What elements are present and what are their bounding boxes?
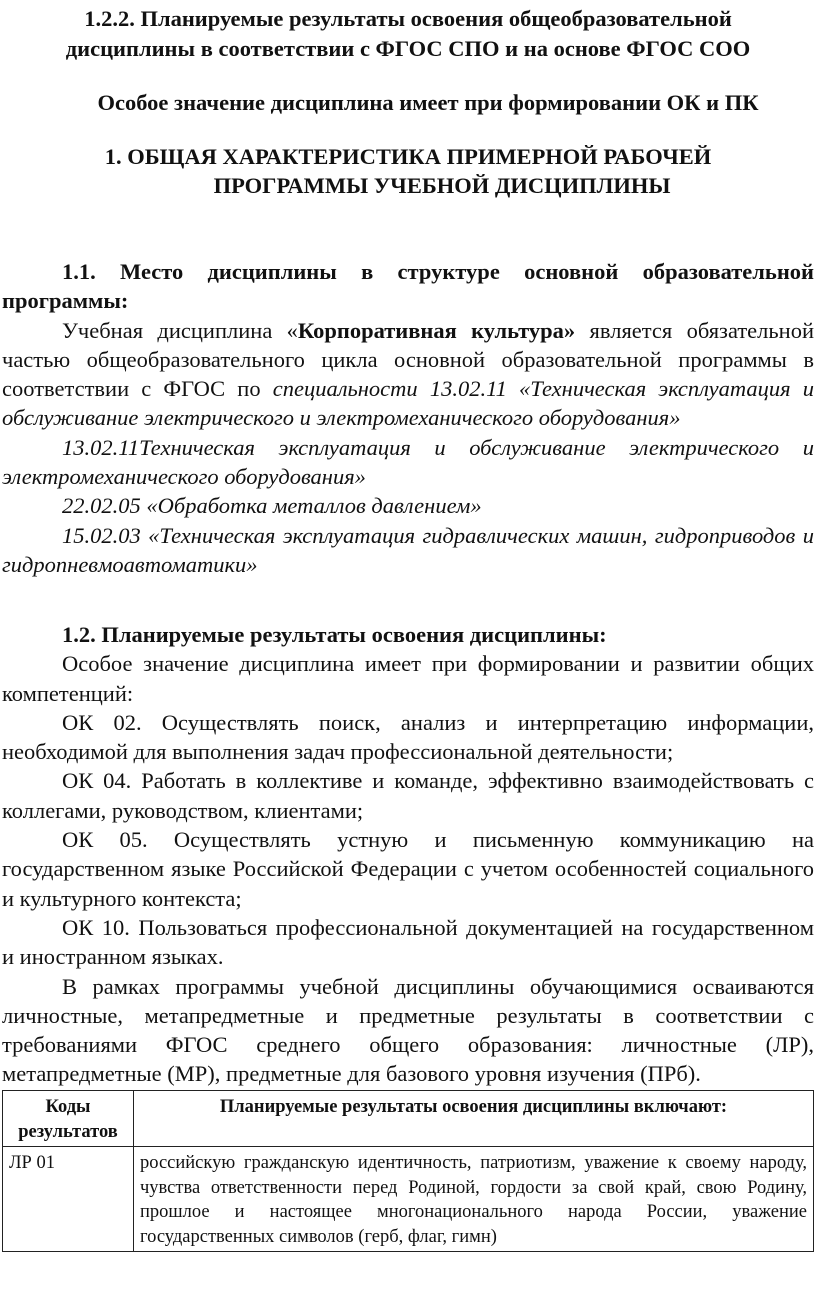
competency-ok-04: ОК 04. Работать в коллективе и команде, эффективно взаимодействовать с коллегами, руководством, клиентами; [2, 768, 814, 823]
table-row [3, 1147, 814, 1252]
section-1-1-paragraph-1 [2, 316, 814, 433]
results-table [2, 1090, 814, 1252]
section-1-2-intro: Особое значение дисциплина имеет при формировании и развитии общих компетенций: [2, 651, 814, 706]
specialty-line-3: 22.02.05 «Обработка металлов давлением» [62, 493, 482, 519]
table-header-row [3, 1091, 814, 1147]
section-1-1 [2, 257, 814, 579]
section-1-1-title: 1.1. Место дисциплины в структуре основной образовательной программы: [2, 259, 814, 314]
specialty-line-4: 15.02.03 «Техническая эксплуатация гидравлических машин, гидроприводов и гидропневмоавтоматики» [2, 522, 814, 577]
p1-part-c: является обязательной частью общеобразовательного цикла основной образовательной программы в соответствии с ФГОС по [2, 317, 814, 402]
row-code: ЛР 01 [3, 1147, 134, 1252]
header-codes: Коды результатов [3, 1091, 134, 1147]
p1-part-a: Учебная дисциплина « [62, 317, 298, 343]
competency-ok-02: ОК 02. Осуществлять поиск, анализ и интерпретацию информации, необходимой для выполнения задач профессиональной деятельности; [2, 709, 814, 765]
section-1-2 [2, 620, 814, 1089]
section-1-title-line-1: 1. ОБЩАЯ ХАРАКТЕРИСТИКА ПРИМЕРНОЙ РАБОЧЕЙ [104, 144, 712, 169]
subheading: Особое значение дисциплина имеет при формировании ОК и ПК [97, 90, 759, 115]
specialty-13-02-11: специальности 13.02.11 «Техническая эксплуатация и обслуживание электрического и электромеханического оборудования» [2, 376, 815, 431]
row-text: российскую гражданскую идентичность, патриотизм, уважение к своему народу, чувства ответственности перед Родиной, гордости за свой край, свою Родину, прошлое и настоящее многонационального народа России, уважение государственных символов (герб, флаг, гимн) [134, 1147, 814, 1252]
heading-line-1: 1.2.2. Планируемые результаты освоения общеобразовательной [84, 6, 732, 31]
section-1-title-line-2: ПРОГРАММЫ УЧЕБНОЙ ДИСЦИПЛИНЫ [213, 173, 671, 198]
discipline-name: Корпоративная культура» [297, 317, 576, 343]
competency-ok-05: ОК 05. Осуществлять устную и письменную коммуникацию на государственном языке Российской Федерации с учетом особенностей социального и культурного контекста; [2, 827, 814, 911]
header-results: Планируемые результаты освоения дисциплины включают: [134, 1091, 814, 1147]
section-1-2-title: 1.2. Планируемые результаты освоения дисциплины: [62, 622, 607, 647]
specialty-line-2: 13.02.11Техническая эксплуатация и обслуживание электрического и электромеханического оборудования» [2, 434, 814, 490]
framework-paragraph: В рамках программы учебной дисциплины обучающимися осваиваются личностные, метапредметные и предметные результаты в соответствии с требованиями ФГОС среднего общего образования: личностные (ЛР), метапредметные (МР), предметные для базового уровня изучения (ПРб). [2, 973, 814, 1087]
heading-line-2: дисциплины в соответствии с ФГОС СПО и на основе ФГОС СОО [65, 36, 751, 61]
competency-ok-10: ОК 10. Пользоваться профессиональной документацией на государственном и иностранном языках. [2, 914, 814, 970]
